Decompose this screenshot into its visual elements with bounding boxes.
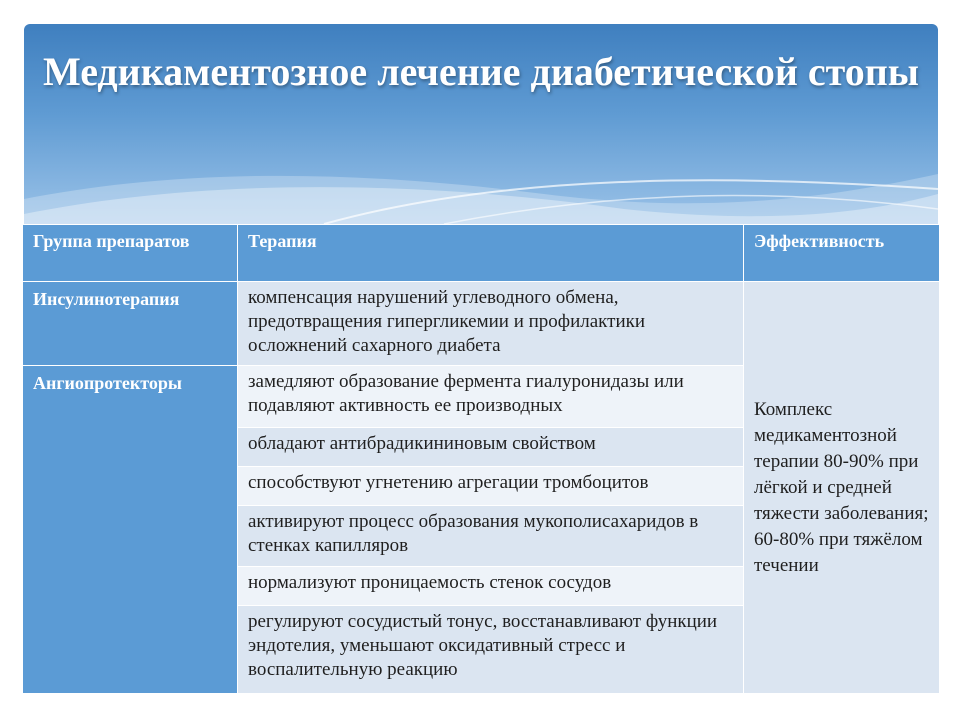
therapy-cell: активируют процесс образования мукополисахаридов в стенках капилляров	[238, 506, 743, 566]
therapy-cell: способствуют угнетению агрегации тромбоцитов	[238, 467, 743, 505]
group-angioprotectors: Ангиопротекторы	[23, 366, 237, 693]
title-banner	[24, 24, 938, 224]
treatment-table	[23, 225, 939, 692]
header-group: Группа препаратов	[23, 225, 237, 281]
therapy-cell: обладают антибрадикининовым свойством	[238, 428, 743, 466]
therapy-cell: компенсация нарушений углеводного обмена, предотвращения гипергликемии и профилактики осложнений сахарного диабета	[238, 282, 743, 365]
therapy-cell: нормализуют проницаемость стенок сосудов	[238, 567, 743, 605]
effectiveness-text: Комплекс медикаментозной терапии 80-90% при лёгкой и средней тяжести заболевания; 60-80% при тяжёлом течении	[754, 398, 929, 576]
header-therapy: Терапия	[238, 225, 743, 281]
header-effectiveness: Эффективность	[744, 225, 939, 281]
group-insulin: Инсулинотерапия	[23, 282, 237, 365]
effectiveness-cell	[744, 282, 939, 693]
page-title: Медикаментозное лечение диабетической стопы	[42, 49, 920, 94]
therapy-cell: регулируют сосудистый тонус, восстанавливают функции эндотелия, уменьшают оксидативный стресс и воспалительную реакцию	[238, 606, 743, 693]
therapy-cell: замедляют образование фермента гиалуронидазы или подавляют активность ее производных	[238, 366, 743, 427]
